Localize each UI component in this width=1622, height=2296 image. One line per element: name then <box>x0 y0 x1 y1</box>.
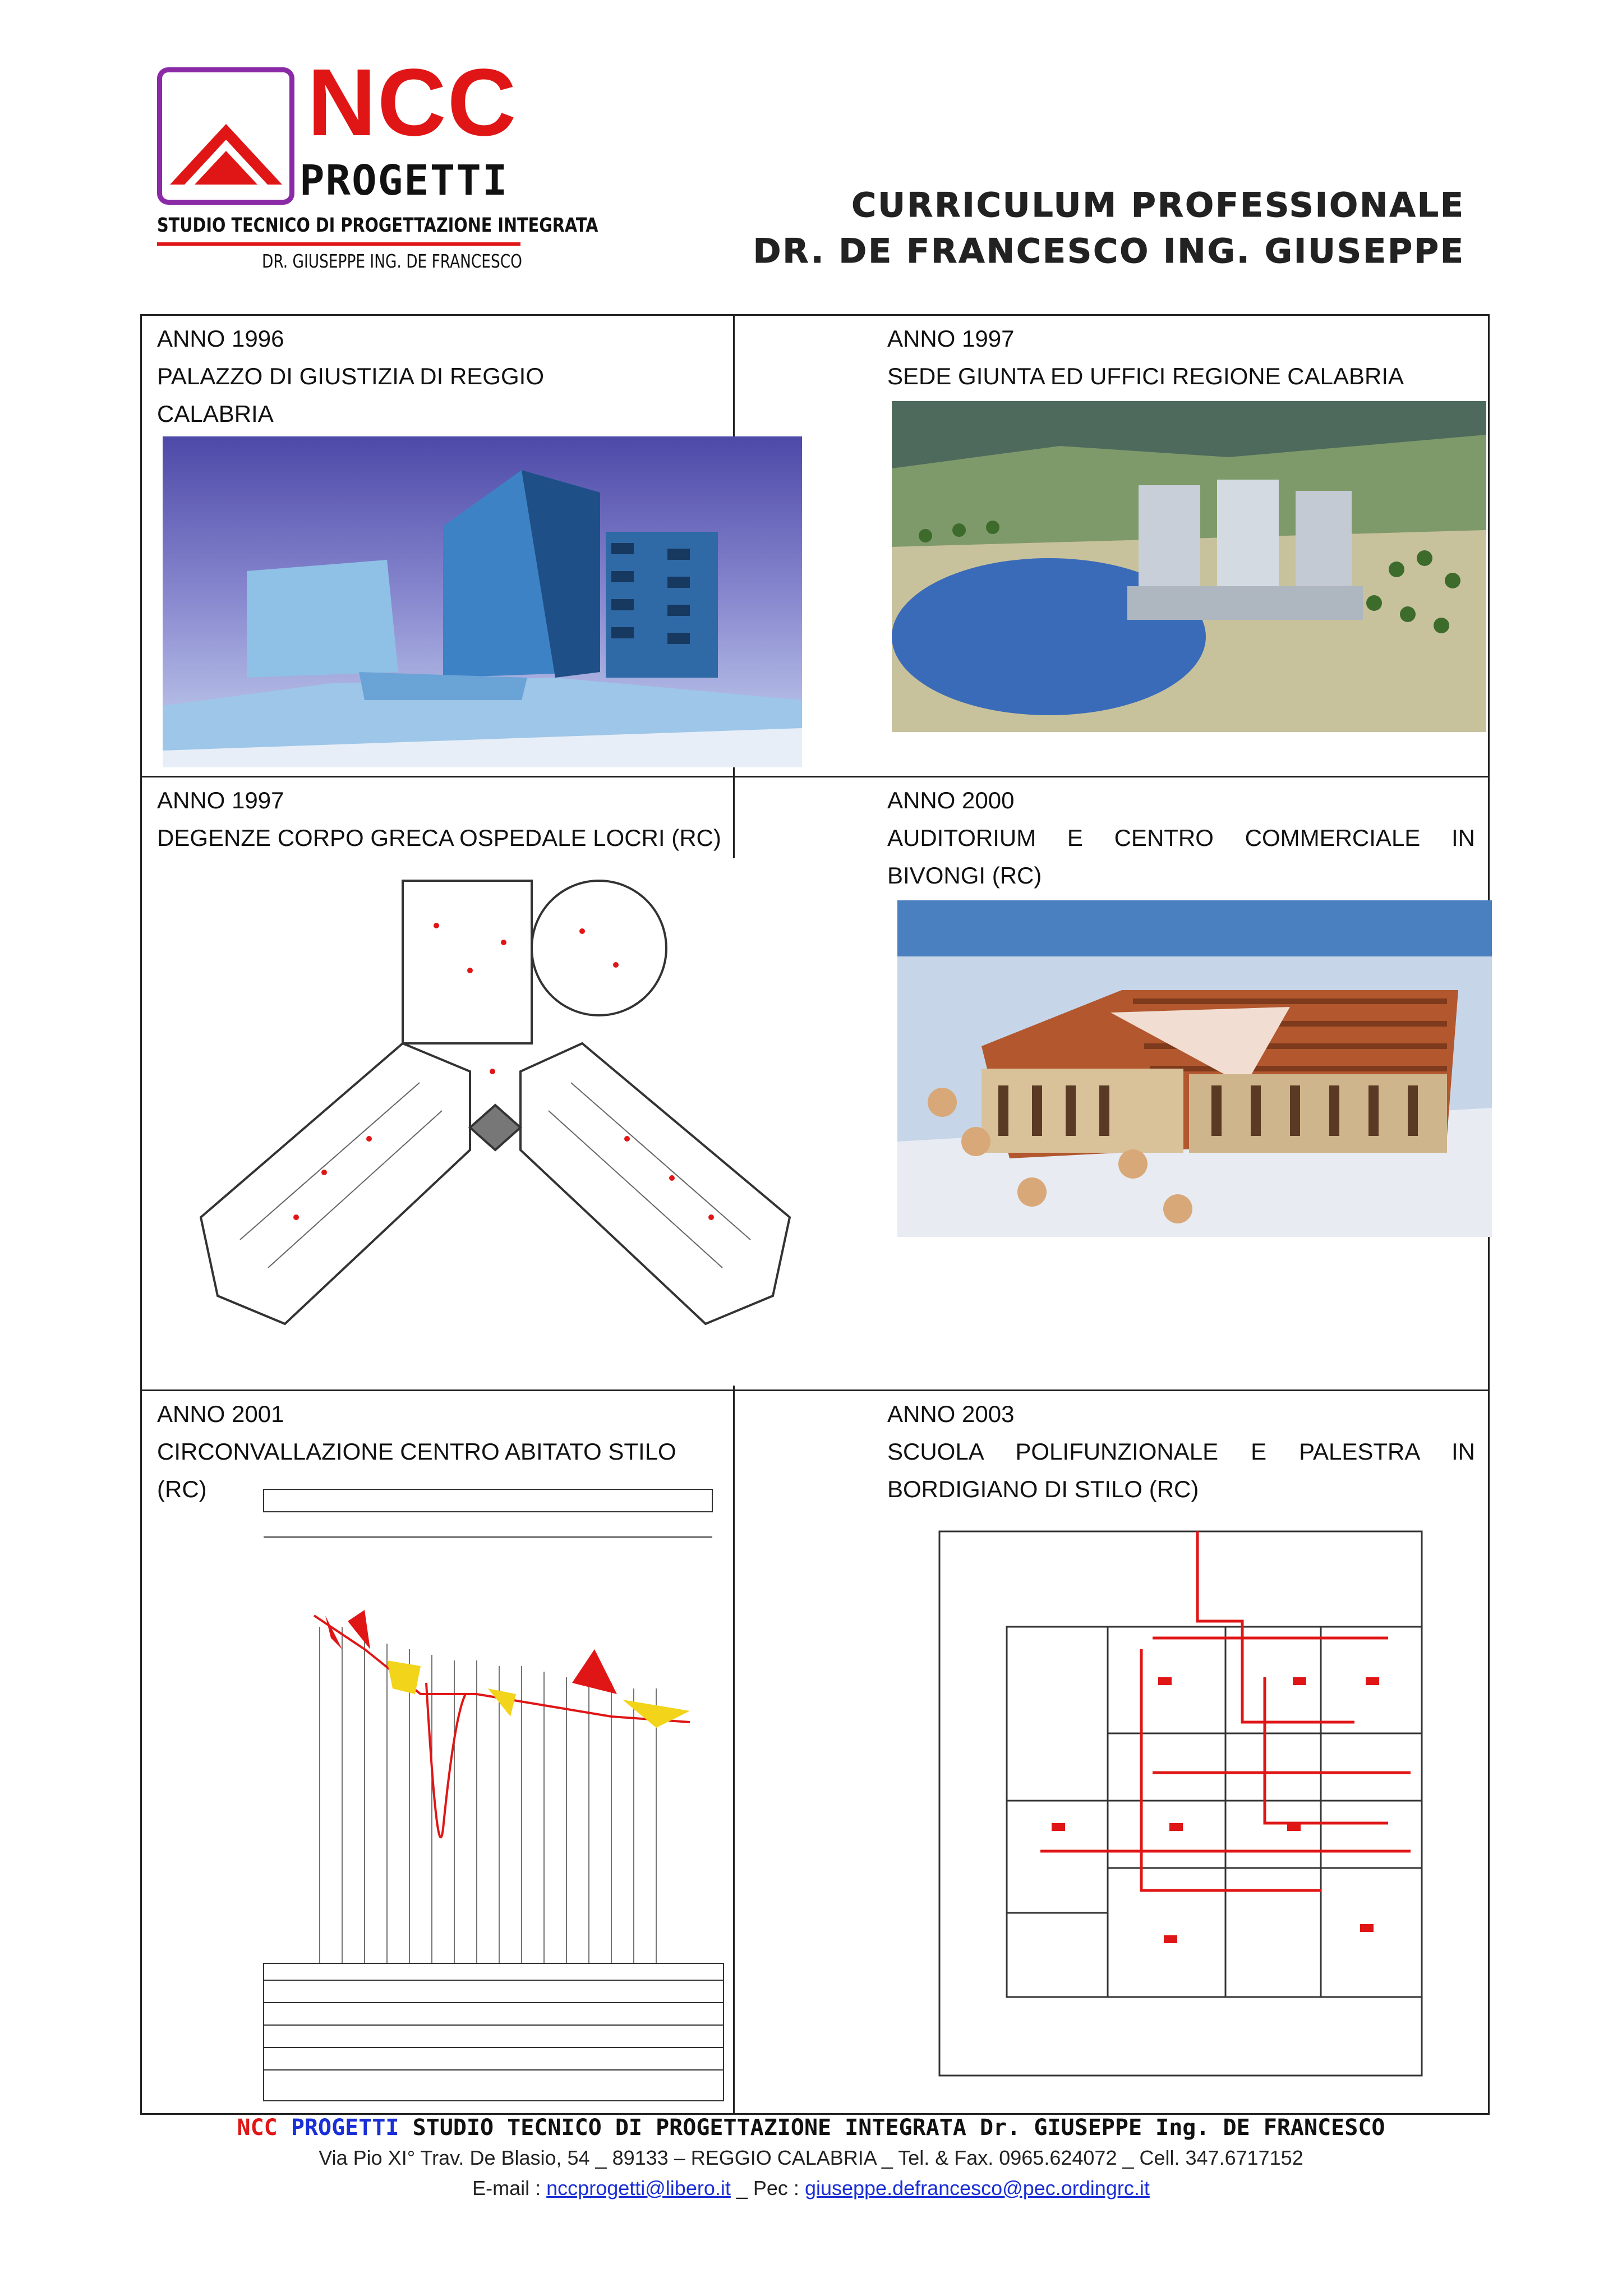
project-image-auditorium-bivongi <box>897 900 1492 1237</box>
project-image-ospedale-locri <box>156 858 835 1386</box>
footer-brand-ncc: NCC <box>237 2115 278 2141</box>
table-row-divider <box>140 1389 1490 1391</box>
project-name: CIRCONVALLAZIONE CENTRO ABITATO STILO (RC) <box>157 1438 676 1502</box>
house-roof-icon <box>157 67 294 205</box>
project-year: ANNO 1996 <box>157 325 284 352</box>
project-year: ANNO 2003 <box>887 1401 1015 1427</box>
project-image-palazzo-giustizia <box>163 436 802 767</box>
footer-company-line <box>0 2115 1622 2141</box>
table-row-divider <box>140 776 1490 777</box>
footer-email-link[interactable]: nccprogetti@libero.it <box>546 2177 731 2200</box>
footer-pec-link[interactable]: giuseppe.defrancesco@pec.ordingrc.it <box>804 2177 1150 2200</box>
project-name-cont: BIVONGI (RC) <box>887 862 1042 889</box>
title-line-1: CURRICULUM PROFESSIONALE <box>851 186 1465 225</box>
footer-email-label: E-mail : <box>472 2177 547 2200</box>
project-name: SEDE GIUNTA ED UFFICI REGIONE CALABRIA <box>887 363 1404 389</box>
project-name: SCUOLA POLIFUNZIONALE E PALESTRA IN <box>887 1438 1475 1465</box>
company-logo <box>157 49 598 280</box>
logo-studio-text: STUDIO TECNICO DI PROGETTAZIONE INTEGRATA <box>157 214 598 237</box>
project-image-scuola-bordigiano <box>928 1509 1433 2087</box>
logo-subtitle: PROGETTI <box>299 157 509 205</box>
project-name: AUDITORIUM E CENTRO COMMERCIALE IN <box>887 825 1475 851</box>
logo-owner-name: DR. GIUSEPPE ING. DE FRANCESCO <box>262 250 522 272</box>
footer-contacts <box>0 2177 1622 2200</box>
project-name-cont: CALABRIA <box>157 401 274 427</box>
logo-brand: NCC <box>307 49 518 156</box>
footer-studio: STUDIO TECNICO DI PROGETTAZIONE INTEGRATA Dr. GIUSEPPE Ing. DE FRANCESCO <box>412 2115 1385 2141</box>
project-name: DEGENZE CORPO GRECA OSPEDALE LOCRI (RC) <box>157 825 721 851</box>
title-line-2: DR. DE FRANCESCO ING. GIUSEPPE <box>753 232 1465 271</box>
footer-brand-progetti: PROGETTI <box>291 2115 399 2141</box>
project-name-cont: BORDIGIANO DI STILO (RC) <box>887 1476 1199 1502</box>
project-year: ANNO 2000 <box>887 787 1015 813</box>
project-image-circonvallazione-stilo <box>252 1481 729 2104</box>
project-year: ANNO 1997 <box>157 787 284 813</box>
table-cell-text <box>157 320 712 432</box>
table-cell-text <box>887 1395 1475 1508</box>
logo-divider <box>157 242 520 246</box>
footer-pec-label: _ Pec : <box>730 2177 805 2200</box>
project-year: ANNO 1997 <box>887 325 1015 352</box>
footer-address: Via Pio XI° Trav. De Blasio, 54 _ 89133 – REGGIO CALABRIA _ Tel. & Fax. 0965.624072 _ Cell. 347.6717152 <box>319 2146 1303 2169</box>
project-image-sede-regione <box>892 401 1486 732</box>
project-name: PALAZZO DI GIUSTIZIA DI REGGIO <box>157 363 544 389</box>
table-cell-text <box>157 781 724 857</box>
table-cell-text <box>887 781 1475 894</box>
table-cell-text <box>887 320 1476 395</box>
document-title <box>753 182 1465 274</box>
project-year: ANNO 2001 <box>157 1401 284 1427</box>
